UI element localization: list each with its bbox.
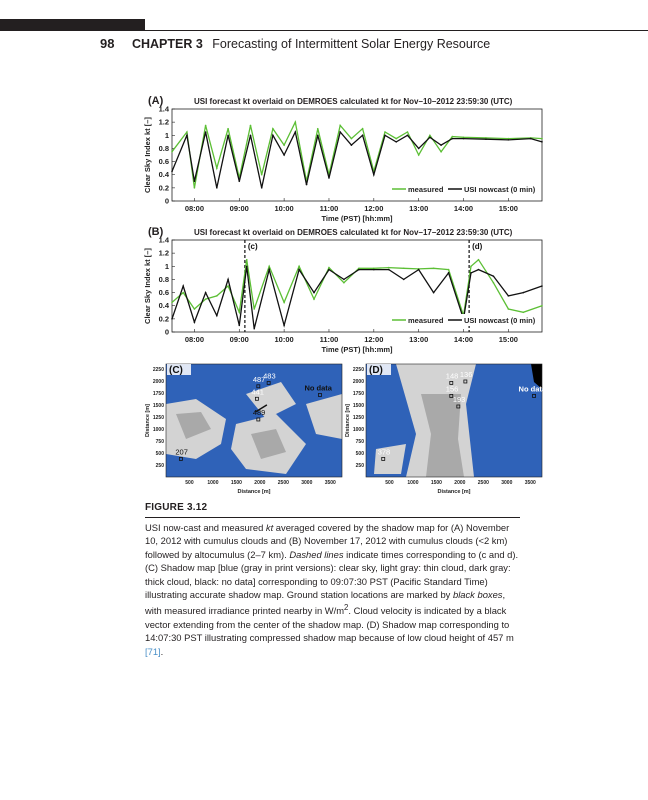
data-point — [351, 144, 353, 146]
y-tick-label: 0 — [164, 196, 169, 206]
x-tick-label: 11:00 — [319, 335, 339, 344]
x-tick-label: 09:00 — [229, 335, 249, 344]
x-tick-label: 2500 — [277, 480, 289, 486]
y-tick-label: 1000 — [152, 426, 164, 433]
y-tick-label: 1.2 — [158, 248, 169, 258]
data-point — [448, 269, 450, 271]
data-point — [470, 265, 472, 267]
data-point — [261, 187, 263, 189]
data-point — [541, 305, 543, 307]
data-point — [216, 167, 218, 169]
data-point — [541, 141, 543, 143]
data-point — [328, 177, 330, 179]
data-point — [205, 131, 207, 133]
station-label: 489 — [252, 407, 266, 417]
data-point — [250, 125, 252, 127]
y-tick-label: 750 — [155, 438, 164, 445]
data-point — [418, 154, 420, 156]
data-point — [317, 128, 319, 130]
x-tick-label: 1000 — [207, 480, 219, 486]
data-point — [508, 295, 510, 297]
data-point — [328, 269, 330, 271]
data-point — [373, 269, 375, 271]
y-tick-label: 0.4 — [158, 170, 169, 180]
data-point — [253, 308, 255, 310]
data-point — [246, 259, 248, 261]
data-point — [272, 134, 274, 136]
data-point — [246, 265, 248, 267]
data-point — [205, 298, 207, 300]
data-point — [343, 279, 345, 281]
page-number: 98 — [100, 36, 115, 51]
data-point — [530, 138, 532, 140]
x-tick-label: 15:00 — [498, 335, 518, 344]
data-point — [298, 269, 300, 271]
legend-label: USI nowcast (0 min) — [464, 185, 536, 194]
data-point — [194, 321, 196, 323]
header-rule — [145, 30, 648, 31]
panel-b-label: (B) — [148, 226, 164, 238]
data-point — [418, 148, 420, 150]
data-point — [171, 151, 173, 153]
reference-link[interactable]: [71] — [145, 645, 161, 657]
data-point — [407, 131, 409, 133]
data-point — [328, 267, 330, 269]
data-point — [395, 138, 397, 140]
x-tick-label: 13:00 — [409, 204, 429, 213]
data-point — [523, 292, 525, 294]
data-point — [418, 269, 420, 271]
data-point — [227, 134, 229, 136]
y-tick-label: 0.4 — [158, 301, 169, 311]
data-point — [448, 272, 450, 274]
y-tick-label: 1.4 — [158, 236, 169, 245]
chapter-label: CHAPTER 3 — [131, 37, 203, 51]
data-point — [205, 125, 207, 127]
caption-part: , with measured irradiance printed nearby in W/m — [145, 589, 506, 617]
data-point — [268, 265, 270, 267]
data-point — [407, 134, 409, 136]
data-point — [384, 134, 386, 136]
chart-b — [140, 236, 550, 356]
data-point — [470, 272, 472, 274]
data-point — [493, 282, 495, 284]
x-tick-label: 11:00 — [319, 204, 339, 213]
station-label: 156 — [445, 384, 459, 394]
panel-label: (D) — [369, 365, 383, 376]
chart-a — [140, 105, 550, 225]
y-axis-label: Distance [m] — [145, 403, 151, 438]
data-point — [478, 259, 480, 261]
y-tick-label: 250 — [155, 462, 164, 469]
x-axis-label: Distance [m] — [237, 489, 271, 495]
y-tick-label: 1250 — [152, 414, 164, 421]
running-header — [100, 36, 490, 51]
data-point — [440, 151, 442, 153]
data-point — [186, 131, 188, 133]
y-tick-label: 2000 — [352, 378, 364, 385]
x-tick-label: 08:00 — [184, 204, 205, 213]
caption-superscript: 2 — [344, 603, 349, 613]
data-point — [478, 269, 480, 271]
data-point — [362, 128, 364, 130]
y-tick-label: 0.2 — [158, 183, 169, 193]
caption-part: averaged covered by the shadow map for (A) November 10, 2012 with cumulus clouds and (B) November 17, 2012 with cumulus clouds (<2 km) followed by altocumulus (2–7 km). — [145, 522, 510, 560]
data-point — [485, 138, 487, 140]
y-tick-label: 1 — [164, 261, 169, 271]
x-tick-label: 14:00 — [453, 204, 474, 213]
station-label: 487 — [252, 374, 266, 384]
data-point — [343, 282, 345, 284]
station-label: No data — [304, 383, 332, 393]
data-point — [250, 134, 252, 136]
x-tick-label: 08:00 — [184, 335, 205, 344]
header-bar — [0, 19, 145, 31]
y-tick-label: 500 — [155, 450, 164, 457]
data-point — [227, 279, 229, 281]
data-point — [283, 154, 285, 156]
data-point — [403, 279, 405, 281]
x-tick-label: 3000 — [501, 480, 513, 486]
data-point — [339, 131, 341, 133]
data-point — [171, 302, 173, 304]
station-label: 136 — [459, 369, 473, 379]
x-tick-label: 2000 — [254, 480, 266, 486]
legend-label: measured — [408, 185, 444, 194]
x-tick-label: 12:00 — [364, 335, 384, 344]
data-point — [306, 184, 308, 186]
data-point — [283, 302, 285, 304]
station-label: 483 — [263, 371, 276, 381]
caption-part: indicate times corresponding to (c and d). (C) Shadow map [blue (gray in print versions): clear sky, light gray: thin cloud, dark gray: thick cloud, black: no data] corresponding to 09:07:30 PST (Pacific Standard Time) illustrating accurate shadow map. Ground station locations are marked by — [145, 548, 519, 601]
data-point — [295, 131, 297, 133]
data-point — [452, 138, 454, 140]
data-point — [194, 187, 196, 189]
x-tick-label: 10:00 — [274, 335, 294, 344]
y-tick-label: 1750 — [352, 390, 364, 397]
caption-rule — [145, 517, 520, 518]
chapter-title: Forecasting of Intermittent Solar Energy Resource — [212, 37, 491, 51]
caption-part: . Cloud velocity is indicated by a black vector extending from the center of the shadow map. (D) Shadow map corresponding to 14:07:30 PST illustrating compressed shadow map because of low cloud height of 457 m — [145, 605, 514, 644]
data-point — [313, 292, 315, 294]
caption-part: USI now-cast and measured — [145, 522, 266, 533]
y-axis-label: Clear Sky Index kt [–] — [143, 117, 152, 193]
data-point — [238, 325, 240, 327]
data-point — [171, 171, 173, 173]
data-point — [452, 136, 454, 138]
y-tick-label: 2250 — [152, 366, 164, 373]
data-point — [508, 308, 510, 310]
data-point — [388, 269, 390, 271]
panel-a-label: (A) — [148, 95, 164, 107]
caption-dashed-lines: Dashed lines — [289, 548, 344, 560]
time-marker-label: (d) — [472, 242, 483, 251]
data-point — [317, 134, 319, 136]
caption-text — [145, 521, 520, 658]
shadow-map-d — [344, 359, 546, 501]
y-tick-label: 0.8 — [158, 274, 169, 284]
chart-b-title: USI forecast kt overlaid on DEMROES calculated kt for Nov–17–2012 23:59:30 (UTC) — [194, 228, 513, 237]
data-point — [388, 267, 390, 269]
data-point — [227, 285, 229, 287]
x-tick-label: 3000 — [301, 480, 313, 486]
data-point — [182, 292, 184, 294]
figure-caption — [145, 502, 520, 658]
caption-part: . — [160, 645, 164, 657]
y-tick-label: 1 — [164, 130, 169, 140]
y-tick-label: 2000 — [152, 378, 164, 385]
y-tick-label: 750 — [355, 438, 364, 445]
y-tick-label: 0.6 — [158, 157, 169, 167]
data-point — [523, 311, 525, 313]
y-tick-label: 0 — [164, 327, 169, 337]
data-point — [384, 131, 386, 133]
x-tick-label: 14:00 — [453, 335, 474, 344]
y-tick-label: 1500 — [152, 402, 164, 409]
x-tick-label: 500 — [185, 480, 194, 486]
data-point — [283, 325, 285, 327]
station-label: 193 — [452, 394, 466, 404]
data-point — [493, 275, 495, 277]
x-tick-label: 10:00 — [274, 204, 294, 213]
station-label: No data — [518, 384, 546, 394]
data-point — [194, 180, 196, 182]
x-tick-label: 1500 — [430, 480, 442, 486]
x-axis-label: Time (PST) [hh:mm] — [321, 214, 393, 223]
data-point — [351, 138, 353, 140]
data-point — [216, 295, 218, 297]
y-tick-label: 1750 — [152, 390, 164, 397]
data-point — [182, 285, 184, 287]
y-tick-label: 0.2 — [158, 314, 169, 324]
y-tick-label: 1.2 — [158, 117, 169, 127]
y-tick-label: 1500 — [352, 402, 364, 409]
data-point — [541, 138, 543, 140]
data-point — [373, 174, 375, 176]
y-tick-label: 0.8 — [158, 143, 169, 153]
data-point — [358, 269, 360, 271]
data-point — [362, 134, 364, 136]
y-tick-label: 1.4 — [158, 105, 169, 114]
data-point — [295, 121, 297, 123]
data-point — [339, 125, 341, 127]
figure-label: FIGURE 3.12 — [145, 502, 208, 513]
x-tick-label: 12:00 — [364, 204, 384, 213]
x-axis-label: Time (PST) [hh:mm] — [321, 345, 393, 354]
x-tick-label: 500 — [385, 480, 394, 486]
station-label: 441 — [251, 387, 264, 397]
x-tick-label: 3500 — [324, 480, 336, 486]
data-point — [261, 174, 263, 176]
x-axis-label: Distance [m] — [437, 489, 471, 495]
data-point — [298, 265, 300, 267]
y-tick-label: 1000 — [352, 426, 364, 433]
data-point — [283, 144, 285, 146]
data-point — [194, 308, 196, 310]
station-label: 207 — [175, 447, 188, 457]
y-tick-label: 2250 — [352, 366, 364, 373]
station-label: 148 — [445, 371, 459, 381]
data-point — [440, 144, 442, 146]
data-point — [403, 267, 405, 269]
data-point — [205, 292, 207, 294]
data-point — [171, 318, 173, 320]
caption-black-boxes: black boxes — [452, 589, 503, 601]
y-axis-label: Clear Sky Index kt [–] — [143, 248, 152, 324]
data-point — [238, 180, 240, 182]
y-axis-label: Distance [m] — [345, 403, 351, 438]
x-tick-label: 1000 — [407, 480, 419, 486]
x-tick-label: 13:00 — [409, 335, 429, 344]
data-point — [433, 267, 435, 269]
data-point — [433, 292, 435, 294]
y-tick-label: 250 — [355, 462, 364, 469]
station-label: 378 — [377, 447, 391, 457]
y-tick-label: 500 — [355, 450, 364, 457]
data-point — [395, 141, 397, 143]
y-tick-label: 0.6 — [158, 288, 169, 298]
data-point — [216, 315, 218, 317]
x-tick-label: 09:00 — [229, 204, 249, 213]
data-point — [429, 134, 431, 136]
time-marker-label: (c) — [247, 242, 258, 251]
legend-label: measured — [408, 316, 444, 325]
legend-label: USI nowcast (0 min) — [464, 316, 536, 325]
data-point — [186, 134, 188, 136]
panel-label: (C) — [169, 365, 183, 376]
data-point — [313, 298, 315, 300]
data-point — [541, 285, 543, 287]
data-point — [463, 138, 465, 140]
caption-kt: kt — [265, 522, 274, 533]
data-point — [272, 128, 274, 130]
x-tick-label: 2000 — [454, 480, 466, 486]
x-tick-label: 2500 — [477, 480, 489, 486]
data-point — [253, 328, 255, 330]
data-point — [508, 139, 510, 141]
data-point — [216, 187, 218, 189]
data-point — [227, 128, 229, 130]
data-point — [268, 269, 270, 271]
x-tick-label: 15:00 — [498, 204, 518, 213]
data-point — [238, 311, 240, 313]
chart-a-title: USI forecast kt overlaid on DEMROES calculated kt for Nov–10–2012 23:59:30 (UTC) — [194, 97, 513, 106]
x-tick-label: 3500 — [524, 480, 536, 486]
data-point — [429, 136, 431, 138]
shadow-map-c — [144, 359, 346, 501]
y-tick-label: 1250 — [352, 414, 364, 421]
x-tick-label: 1500 — [230, 480, 242, 486]
